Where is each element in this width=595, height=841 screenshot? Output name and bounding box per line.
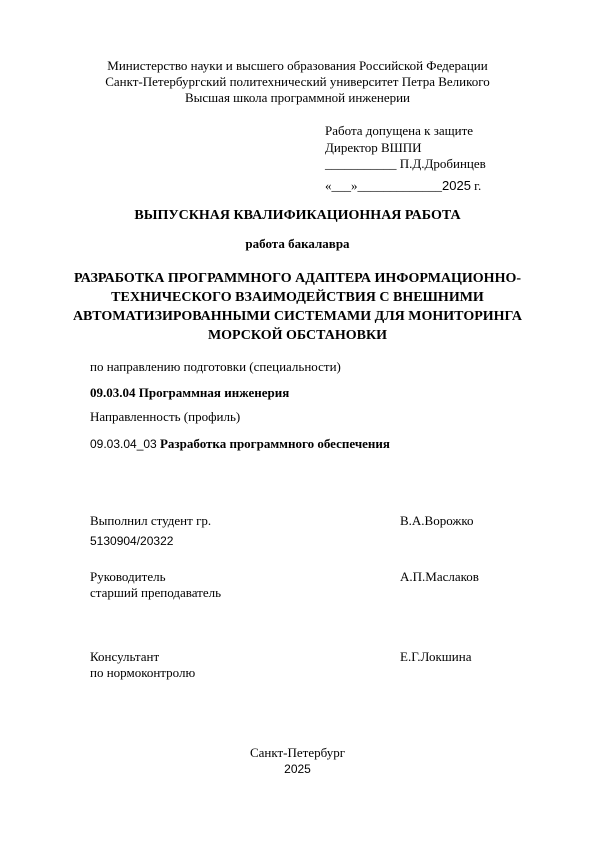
thesis-title-line: ТЕХНИЧЕСКОГО ВЗАИМОДЕЙСТВИЯ С ВНЕШНИМИ bbox=[111, 290, 484, 305]
specialty-code-name: 09.03.04 Программная инженерия bbox=[90, 385, 290, 400]
profile-name: Разработка программного обеспечения bbox=[159, 436, 390, 451]
student-name: В.А.Ворожко bbox=[400, 513, 474, 528]
thesis-title-line: РАЗРАБОТКА ПРОГРАММНОГО АДАПТЕРА ИНФОРМАЦИОННО- bbox=[73, 271, 522, 286]
supervisor-name: А.П.Маслаков bbox=[400, 569, 479, 584]
consultant-subtitle: по нормоконтролю bbox=[90, 665, 196, 680]
profile-code: 09.03.04_03 bbox=[90, 437, 157, 451]
date-year: 2025 bbox=[442, 178, 471, 193]
student-group: 5130904/20322 bbox=[90, 534, 174, 548]
approval-date-line bbox=[325, 178, 481, 194]
director-signature-line bbox=[325, 156, 486, 172]
consultant-label: Консультант bbox=[90, 649, 160, 664]
student-label: Выполнил студент гр. bbox=[90, 513, 212, 528]
director-name: П.Д.Дробинцев bbox=[399, 156, 486, 171]
signature-blank: ___________ bbox=[325, 156, 397, 171]
thesis-title bbox=[70, 269, 525, 345]
thesis-title-line: МОРСКОЙ ОБСТАНОВКИ bbox=[207, 328, 388, 343]
supervisor-title: старший преподаватель bbox=[90, 585, 222, 600]
profile-line bbox=[90, 436, 390, 452]
approval-line: Работа допущена к защите bbox=[325, 123, 474, 138]
date-day-blank: «___» bbox=[325, 178, 358, 193]
director-title: Директор ВШПИ bbox=[325, 140, 422, 155]
ministry-line: Министерство науки и высшего образования Российской Федерации bbox=[107, 58, 488, 73]
document-subtype: работа бакалавра bbox=[245, 236, 350, 251]
supervisor-label: Руководитель bbox=[90, 569, 166, 584]
profile-label: Направленность (профиль) bbox=[90, 409, 241, 424]
consultant-name: Е.Г.Локшина bbox=[400, 649, 472, 664]
thesis-title-line: АВТОМАТИЗИРОВАННЫМИ СИСТЕМАМИ ДЛЯ МОНИТОРИНГА bbox=[72, 309, 523, 324]
footer-year: 2025 bbox=[284, 762, 311, 776]
footer-city: Санкт-Петербург bbox=[249, 745, 346, 760]
university-line: Санкт-Петербургский политехнический университет Петра Великого bbox=[105, 74, 490, 89]
specialty-label: по направлению подготовки (специальности) bbox=[90, 359, 341, 374]
school-line: Высшая школа программной инженерии bbox=[185, 90, 410, 105]
date-month-blank: _____________ bbox=[357, 178, 442, 193]
document-type: ВЫПУСКНАЯ КВАЛИФИКАЦИОННАЯ РАБОТА bbox=[134, 208, 461, 223]
date-suffix: г. bbox=[470, 178, 482, 193]
